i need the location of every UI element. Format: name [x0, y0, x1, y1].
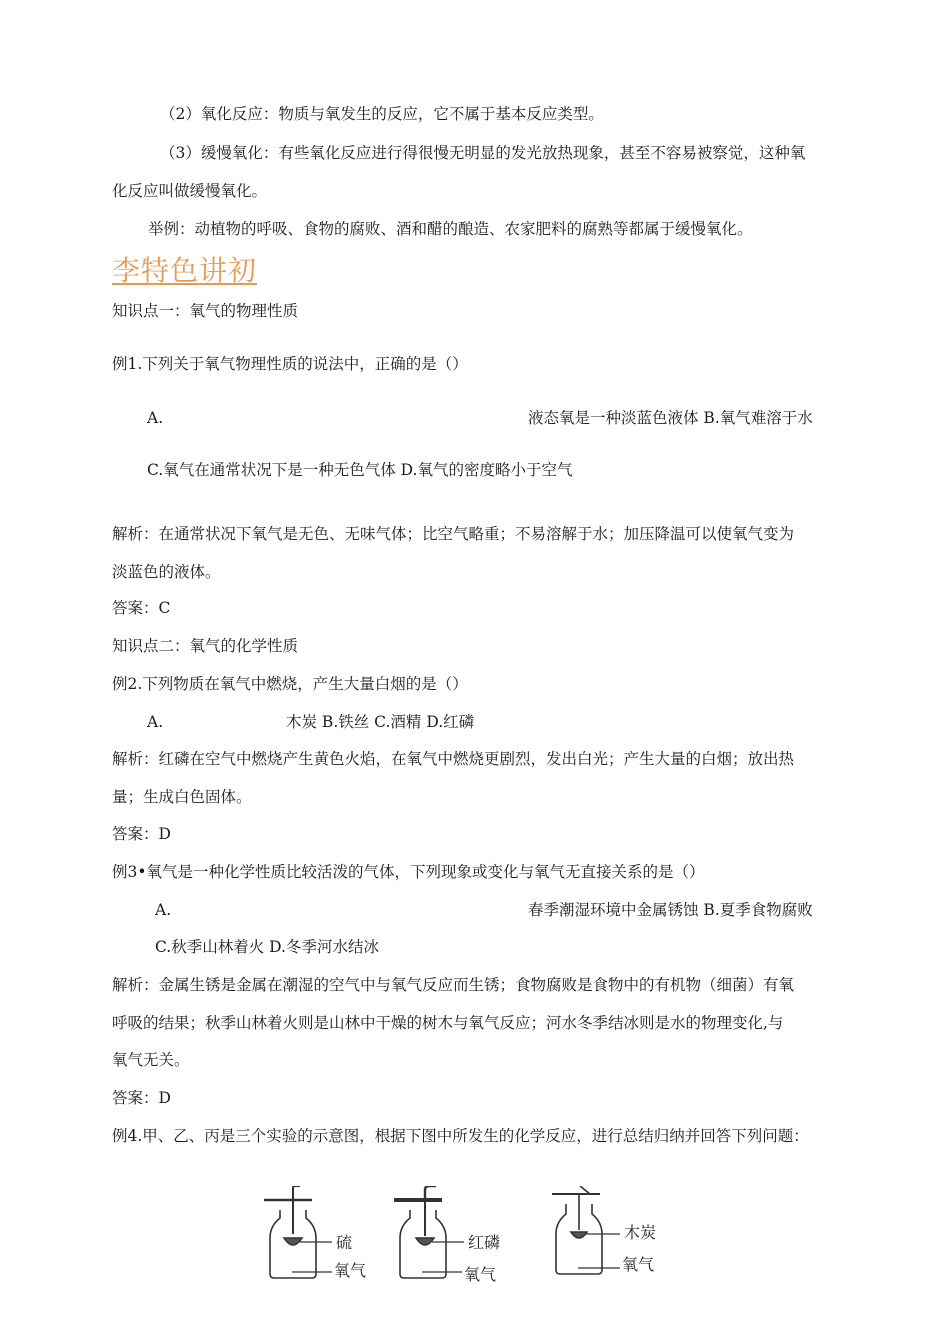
label-sulfur: 硫 — [336, 1233, 353, 1252]
label-oxygen-2: 氧气 — [464, 1265, 497, 1284]
example-3-question: 例3•氧气是一种化学性质比较活泼的气体，下列现象或变化与氧气无直接关系的是（） — [112, 863, 705, 881]
example-3-analysis-line1: 解析：金属生锈是金属在潮湿的空气中与氧气反应而生锈；食物腐败是食物中的有机物（细菌）有氧 — [112, 976, 795, 994]
label-charcoal: 木炭 — [624, 1223, 657, 1242]
example-2-option-a-label: A. — [147, 713, 164, 731]
paragraph-slow-oxidation-line1: （3）缓慢氧化：有些氧化反应进行得很慢无明显的发光放热现象，甚至不容易被察觉，这种氧 — [160, 144, 806, 162]
knowledge-point-1: 知识点一：氧气的物理性质 — [112, 302, 299, 320]
label-oxygen-1: 氧气 — [334, 1261, 367, 1280]
example-4-question: 例4.甲、乙、丙是三个实验的示意图，根据下图中所发生的化学反应，进行总结归纳并回答下列问题： — [112, 1127, 809, 1145]
example-3-option-a-label: A. — [155, 901, 172, 919]
example-1-question: 例1.下列关于氧气物理性质的说法中，正确的是（） — [112, 355, 468, 373]
paragraph-oxidation: （2）氧化反应：物质与氧发生的反应，它不属于基本反应类型。 — [160, 105, 604, 123]
example-2-analysis-line2: 量；生成白色固体。 — [112, 788, 252, 806]
paragraph-slow-oxidation-line2: 化反应叫做缓慢氧化。 — [112, 182, 268, 200]
example-3-options-ab: 春季潮湿环境中金属锈蚀 B.夏季食物腐败 — [528, 901, 813, 919]
section-heading: 李特色讲初 — [112, 254, 258, 287]
example-1-analysis-line2: 淡蓝色的液体。 — [112, 563, 221, 581]
example-1-answer: 答案：C — [112, 599, 171, 617]
example-3-analysis-line2: 呼吸的结果；秋季山林着火则是山林中干燥的树木与氧气反应；河水冬季结冰则是水的物理变化,与 — [112, 1014, 784, 1032]
example-2-answer: 答案：D — [112, 825, 171, 843]
example-1-options-ab: 液态氧是一种淡蓝色液体 B.氧气难溶于水 — [528, 409, 813, 427]
knowledge-point-2: 知识点二：氧气的化学性质 — [112, 637, 299, 655]
example-3-analysis-line3: 氧气无关。 — [112, 1051, 190, 1069]
paragraph-examples: 举例：动植物的呼吸、食物的腐败、酒和醋的酿造、农家肥料的腐熟等都属于缓慢氧化。 — [148, 220, 753, 238]
example-2-options: 木炭 B.铁丝 C.酒精 D.红磷 — [286, 713, 475, 731]
label-red-phosphorus: 红磷 — [468, 1233, 501, 1252]
example-1-options-cd: C.氧气在通常状况下是一种无色气体 D.氧气的密度略小于空气 — [147, 461, 573, 479]
example-1-option-a-label: A. — [147, 409, 164, 427]
example-1-analysis-line1: 解析：在通常状况下氧气是无色、无味气体；比空气略重；不易溶解于水；加压降温可以使氧气变为 — [112, 525, 795, 543]
label-oxygen-3: 氧气 — [622, 1255, 655, 1274]
experiment-figure-sulfur — [262, 1186, 382, 1282]
experiment-figure-charcoal — [548, 1186, 668, 1282]
example-2-question: 例2.下列物质在氧气中燃烧，产生大量白烟的是（） — [112, 675, 468, 693]
example-3-answer: 答案：D — [112, 1089, 171, 1107]
experiment-figure-red-phosphorus — [392, 1186, 512, 1282]
example-2-analysis-line1: 解析：红磷在空气中燃烧产生黄色火焰，在氧气中燃烧更剧烈，发出白光；产生大量的白烟；放出热 — [112, 750, 795, 768]
example-3-options-cd: C.秋季山林着火 D.冬季河水结冰 — [155, 938, 379, 956]
